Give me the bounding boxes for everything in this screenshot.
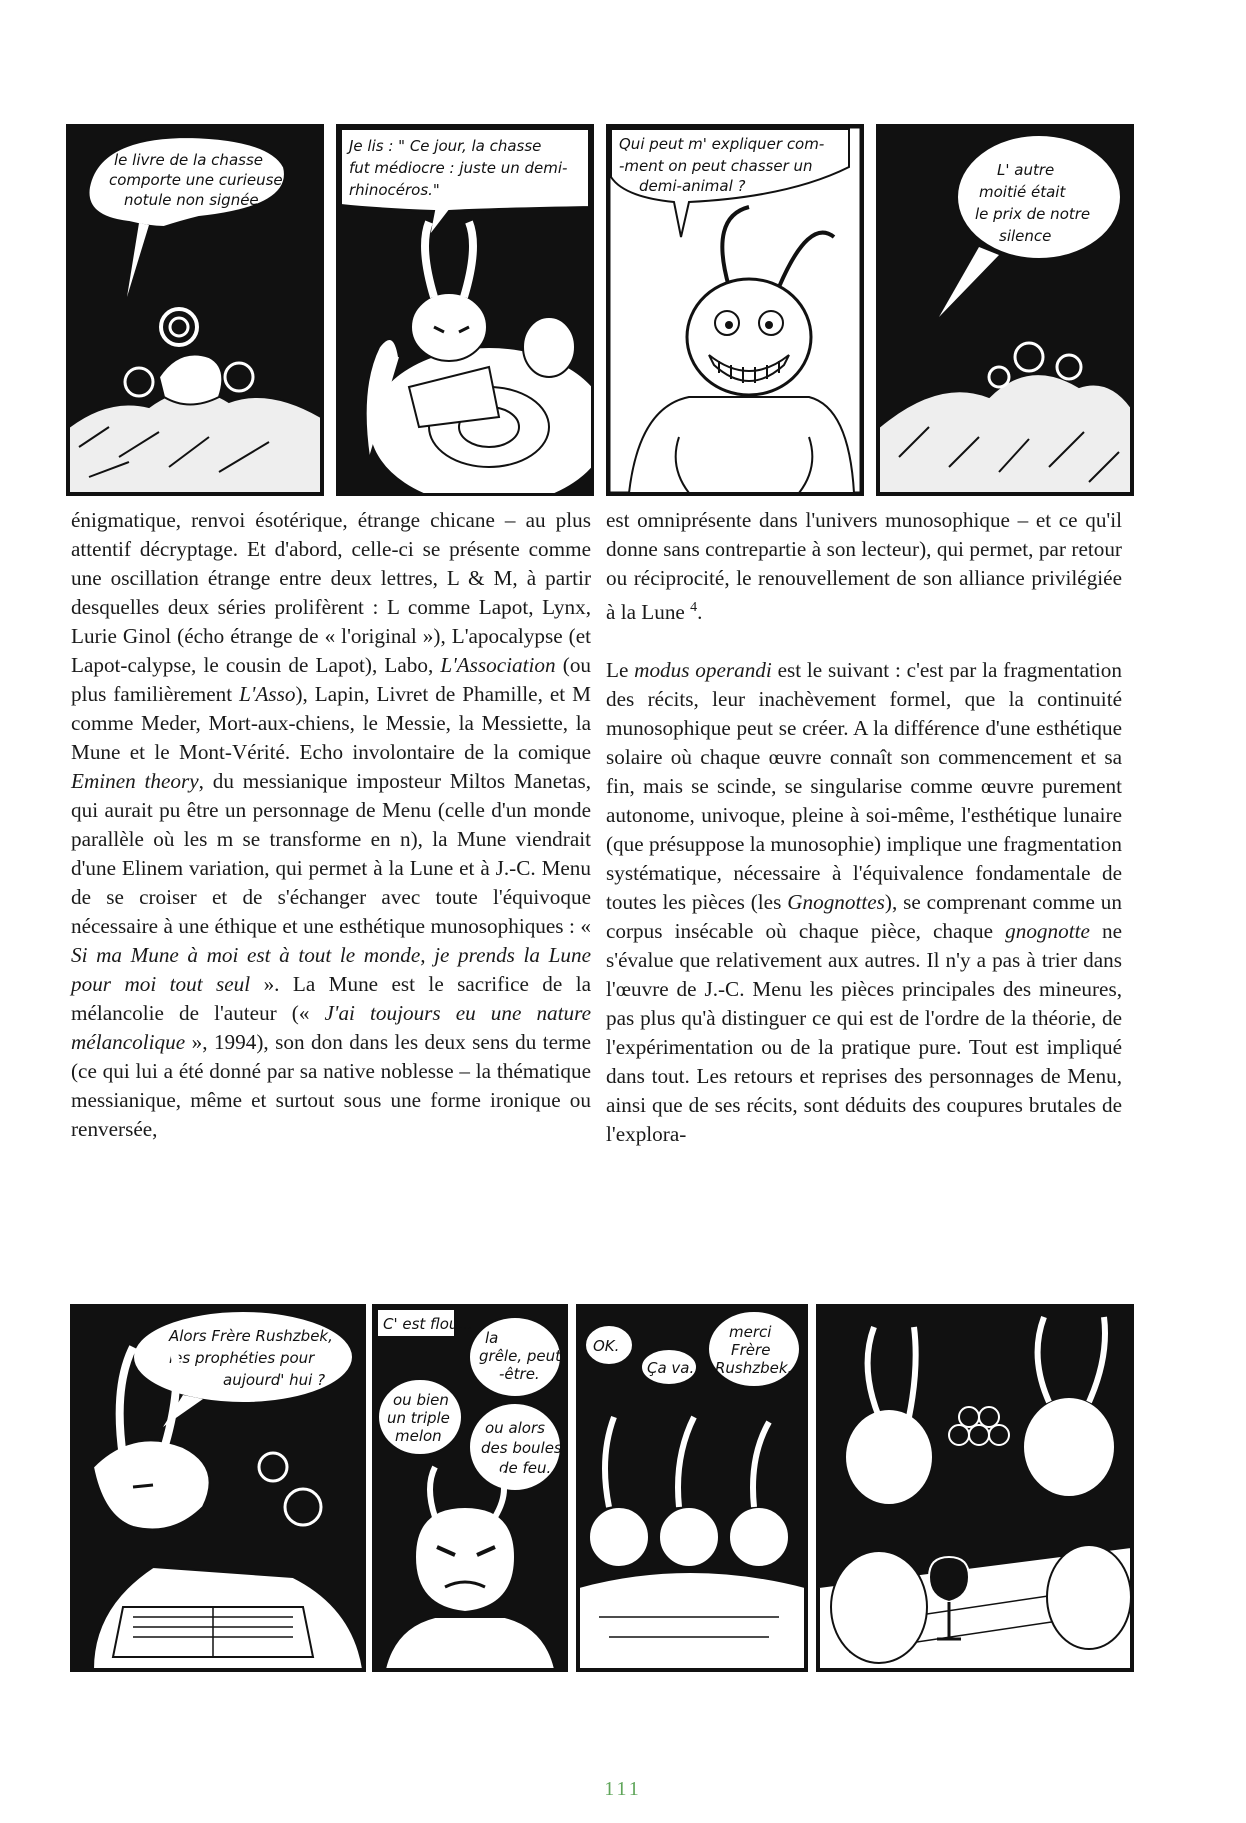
comic-panel-8 xyxy=(816,1304,1134,1672)
svg-text:rhinocéros.": rhinocéros." xyxy=(349,181,440,199)
svg-text:Qui peut m' expliquer com-: Qui peut m' expliquer com- xyxy=(619,135,825,153)
svg-text:le livre de la chasse: le livre de la chasse xyxy=(114,151,263,169)
text-column-right xyxy=(606,506,1122,1149)
comic-panel-1 xyxy=(66,124,324,496)
svg-text:moitié était: moitié était xyxy=(979,183,1066,201)
italic-title: Gnognottes xyxy=(787,890,885,915)
paragraph-right-2 xyxy=(606,656,1122,1149)
svg-text:melon: melon xyxy=(395,1427,442,1445)
svg-text:-ment on peut chasser un: -ment on peut chasser un xyxy=(619,157,813,175)
comic-panel-5 xyxy=(70,1304,366,1672)
svg-text:grêle, peut: grêle, peut xyxy=(479,1347,561,1365)
svg-text:Frère: Frère xyxy=(731,1341,771,1359)
svg-text:ou bien: ou bien xyxy=(393,1391,449,1409)
comic-strip-bottom xyxy=(0,1300,1246,1670)
italic-quote: Si ma Mune à moi est à tout le monde, je prends la Lune pour moi tout seul xyxy=(71,943,591,996)
text-run: », 1994), son don dans les deux sens du terme (ce qui lui a été donné par sa native noblesse – la thématique messianique, même et surtout sous une forme ironique ou renversée, xyxy=(71,1030,591,1141)
svg-text:le prix de notre: le prix de notre xyxy=(975,205,1091,223)
svg-text:Rushzbek.: Rushzbek. xyxy=(715,1359,793,1377)
comic-strip-top xyxy=(0,120,1246,498)
svg-text:Ça va.: Ça va. xyxy=(647,1359,695,1377)
svg-text:des boules: des boules xyxy=(481,1439,562,1457)
svg-text:un triple: un triple xyxy=(387,1409,450,1427)
svg-text:la: la xyxy=(485,1329,499,1347)
text-run: ne s'évalue que relativement aux autres. Il n'y a pas à trier dans l'œuvre de J.-C. Menu les pièces principales des mineures, pas plus qu'à distinguer ce qui est de l'ordre de la théorie, de l'expérimentation ou de la pratique pure. Tout est impliqué dans tout. Les retours et reprises des personnages de Menu, ainsi que de ses récits, sont déduits des coupures brutales de l'explora- xyxy=(606,919,1122,1147)
italic-term: modus operandi xyxy=(634,658,772,683)
svg-text:fut médiocre : juste un demi-: fut médiocre : juste un demi- xyxy=(349,159,568,177)
italic-title: Eminen theory xyxy=(71,769,199,793)
paragraph-right-1 xyxy=(606,506,1122,627)
svg-text:notule non signée: notule non signée xyxy=(124,191,259,209)
text-column-left xyxy=(71,506,591,1144)
text-run: est omniprésente dans l'univers munosophique – et ce qu'il donne sans contrepartie à son lecteur), qui permet, par retour ou réciprocité, le renouvellement de son alliance privilégiée à la Lune xyxy=(606,508,1122,625)
comic-panel-2 xyxy=(336,124,594,496)
svg-text:Alors Frère Rushzbek,: Alors Frère Rushzbek, xyxy=(169,1327,333,1345)
text-run: énigmatique, renvoi ésotérique, étrange chicane – au plus attentif décryptage. Et d'abord, celle-ci se présente comme une oscillation étrange entre deux lettres, L & M, à partir desquelles deux séries prolifèrent : L comme Lapot, Lynx, Lurie Ginol (écho étrange de « l'original »), L'apocalypse (et Lapot-calypse, le cousin de Lapot), Labo, xyxy=(71,508,591,677)
svg-text:aujourd' hui ?: aujourd' hui ? xyxy=(223,1371,326,1389)
text-run: Le xyxy=(606,658,635,683)
paragraph-left-1 xyxy=(71,506,591,1144)
comic-panel-4 xyxy=(876,124,1134,496)
text-run: (ou plus familièrement xyxy=(71,653,592,706)
text-run: ». La Mune est le sacrifice de la mélancolie de l'auteur (« xyxy=(71,972,592,1025)
comic-panel-6 xyxy=(372,1304,568,1672)
svg-text:de feu.: de feu. xyxy=(499,1459,552,1477)
italic-term: gnognotte xyxy=(1005,919,1090,944)
svg-text:Je lis : " Ce jour, la chasse: Je lis : " Ce jour, la chasse xyxy=(349,137,542,155)
svg-text:ou alors: ou alors xyxy=(485,1419,545,1437)
svg-text:L' autre: L' autre xyxy=(997,161,1055,179)
text-run: . xyxy=(697,600,703,625)
svg-text:C' est flou...: C' est flou... xyxy=(383,1315,473,1333)
svg-text:comporte une curieuse: comporte une curieuse xyxy=(109,171,283,189)
italic-title: L'Asso xyxy=(239,682,296,706)
svg-text:-être.: -être. xyxy=(499,1365,540,1383)
comic-panel-3 xyxy=(606,124,864,496)
text-run: , du messianique imposteur Miltos Manetas, qui aurait pu être un personnage de Menu (celle d'un monde parallèle où les m se transforme en n), la Mune viendrait d'une Elinem variation, qui permet à la Lune et à J.-C. Menu de se croiser et de s'échanger avec toute l'équivoque nécessaire à une éthique et une esthétique munosophiques : « xyxy=(71,769,592,938)
footnote-ref[interactable]: 4 xyxy=(690,600,698,615)
svg-text:merci: merci xyxy=(729,1323,772,1341)
italic-quote: J'ai toujours eu une nature mélancolique xyxy=(71,1001,591,1054)
comic-panel-7 xyxy=(576,1304,808,1672)
svg-text:OK.: OK. xyxy=(593,1337,620,1355)
text-run: ), Lapin, Livret de Phamille, et M comme Meder, Mort-aux-chiens, le Messie, la Messiette, la Mune et le Mont-Vérité. Echo involontaire de la comique xyxy=(71,682,591,764)
svg-text:demi-animal ?: demi-animal ? xyxy=(639,177,746,195)
page-number: 111 xyxy=(604,1778,642,1800)
text-run: ), se comprenant comme un corpus insécable où chaque pièce, chaque xyxy=(606,890,1122,944)
svg-text:les prophéties pour: les prophéties pour xyxy=(169,1349,315,1367)
svg-text:silence: silence xyxy=(999,227,1052,245)
italic-title: L'Association xyxy=(440,653,556,677)
text-run: est le suivant : c'est par la fragmentation des récits, leur inachèvement formel, que la continuité munosophique peut se créer. A la différence d'une esthétique solaire où chaque œuvre connaît son commencement et sa fin, mais se scinde, se singularise comme œuvre purement autonome, univoque, pleine à soi-même, l'esthétique lunaire (que présuppose la munosophie) implique une fragmentation systématique, nécessaire à l'équivalence fondamentale de toutes les pièces (les xyxy=(606,658,1122,915)
